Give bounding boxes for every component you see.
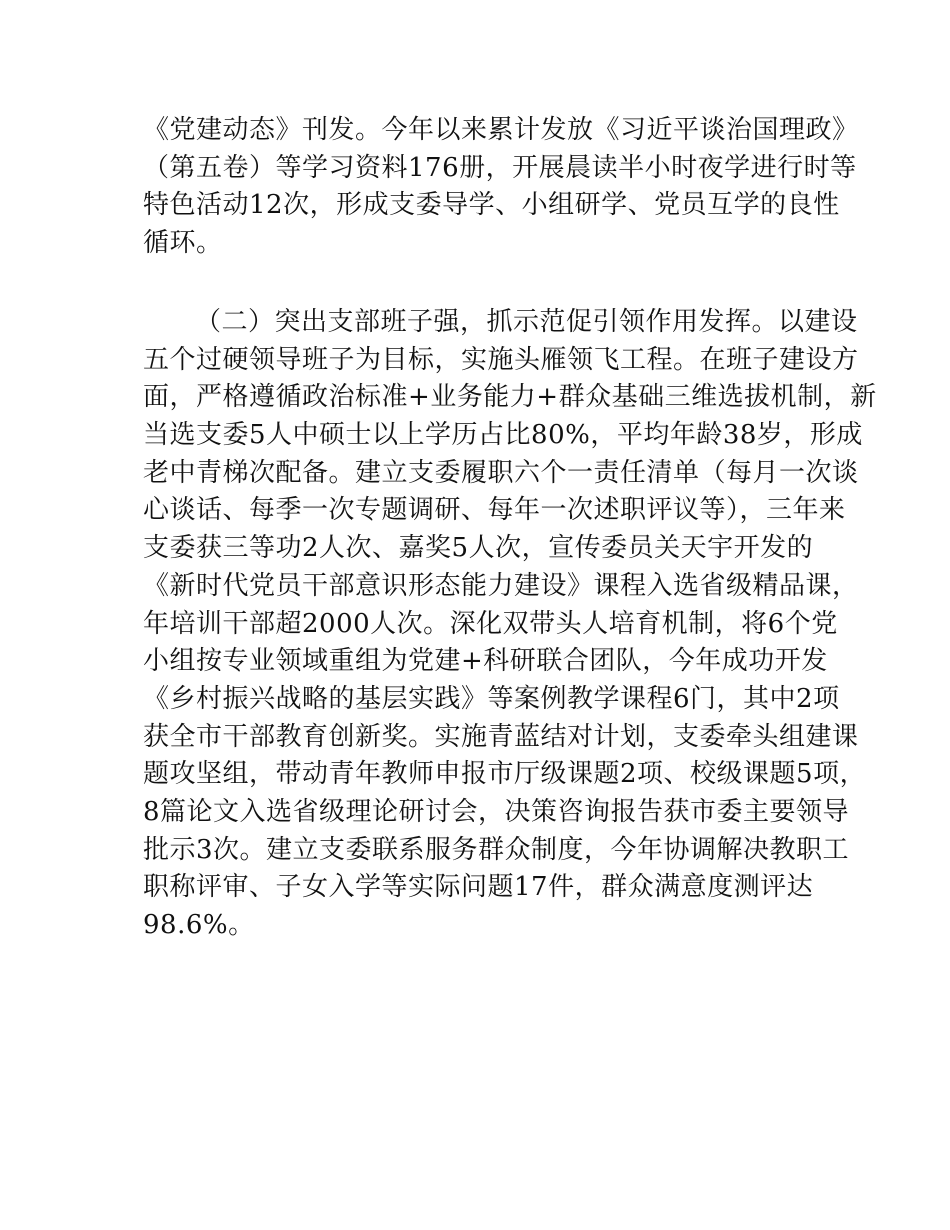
text-line: 批示3次。建立支委联系服务群众制度，今年协调解决教职工: [143, 834, 850, 865]
text-line: （第五卷）等学习资料176册，开展晨读半小时夜学进行时等: [143, 152, 857, 183]
text-line: 8篇论文入选省级理论研讨会，决策咨询报告获市委主要领导: [143, 796, 850, 827]
paragraph-1: [143, 112, 859, 263]
text-line: 《新时代党员干部意识形态能力建设》课程入选省级精品课，: [143, 570, 859, 601]
text-line: 题攻坚组，带动青年教师申报市厅级课题2项、校级课题5项，: [143, 759, 867, 790]
text-line: 获全市干部教育创新奖。实施青蓝结对计划，支委牵头组建课: [143, 721, 859, 752]
text-line: 98.6%。: [143, 910, 255, 940]
text-line: 面，严格遵循政治标准+业务能力+群众基础三维选拔机制，新: [143, 382, 877, 413]
text-line: 职称评审、子女入学等实际问题17件，群众满意度测评达: [143, 872, 814, 903]
text-line: 《乡村振兴战略的基层实践》等案例教学课程6门，其中2项: [143, 683, 840, 714]
text-line: 当选支委5人中硕士以上学历占比80%，平均年龄38岁，形成: [143, 420, 863, 451]
text-line: 年培训干部超2000人次。深化双带头人培育机制，将6个党: [143, 608, 838, 639]
text-line: 五个过硬领导班子为目标，实施头雁领飞工程。在班子建设方: [143, 344, 859, 375]
text-line: 支委获三等功2人次、嘉奖5人次，宣传委员关天宇开发的: [143, 533, 814, 564]
section-heading-line: （二）突出支部班子强，抓示范促引领作用发挥。以建设: [195, 307, 858, 337]
text-line: 老中青梯次配备。建立支委履职六个一责任清单（每月一次谈: [143, 457, 859, 488]
text-line: 特色活动12次，形成支委导学、小组研学、党员互学的良性: [143, 190, 840, 221]
text-line: 心谈话、每季一次专题调研、每年一次述职评议等），三年来: [143, 495, 846, 526]
text-line: 循环。: [143, 228, 223, 259]
text-line: 小组按专业领域重组为党建+科研联合团队，今年成功开发: [143, 646, 828, 677]
text-line: 《党建动态》刊发。今年以来累计发放《习近平谈治国理政》: [143, 115, 859, 145]
paragraph-2: [143, 304, 877, 945]
